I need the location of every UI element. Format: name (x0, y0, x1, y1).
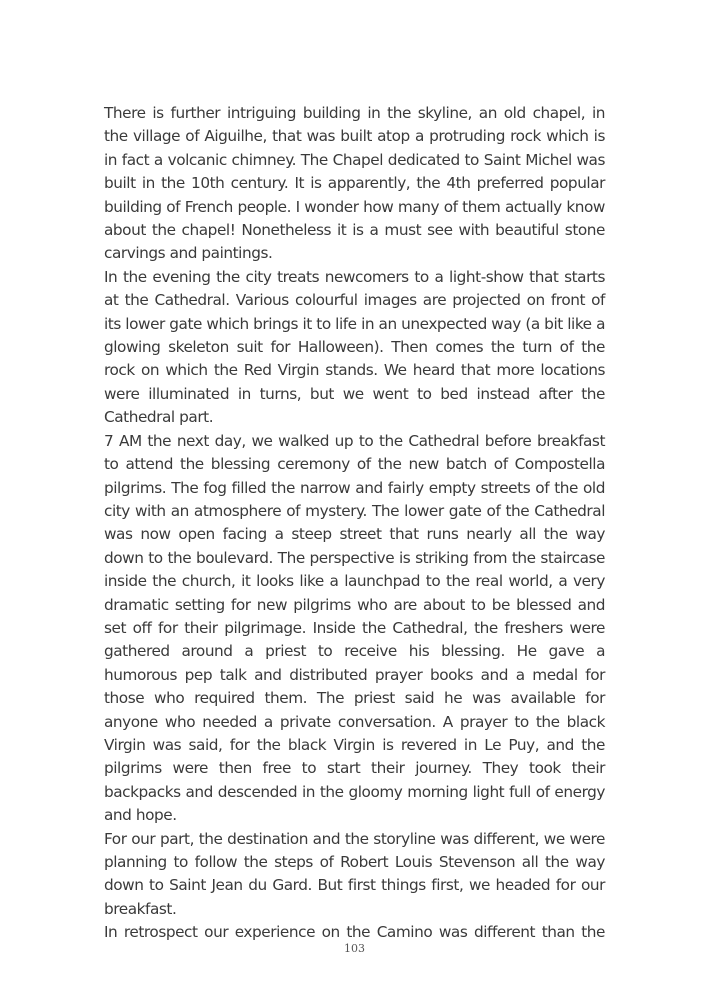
page-number: 103 (344, 942, 365, 955)
paragraph-stevenson-route: For our part, the destination and the storyline was different, we were planning to follow the steps of Robert Louis Stevenson all the way down to Saint Jean du Gard. But first things first, we headed for our breakfast. (104, 829, 605, 918)
body-text (104, 102, 605, 945)
paragraph-retrospect: In retrospect our experience on the Camino was different than the (104, 923, 605, 942)
paragraph-aiguilhe-chapel: There is further intriguing building in the skyline, an old chapel, in the village of Aiguilhe, that was built atop a protruding rock which is in fact a volcanic chimney. The Chapel dedicated to Saint Michel was built in the 10th century. It is apparently, the 4th preferred popular building of French people. I wonder how many of them actually know about the chapel! Nonetheless it is a must see with beautiful stone carvings and paintings. (104, 104, 605, 263)
paragraph-blessing-ceremony: 7 AM the next day, we walked up to the Cathedral before breakfast to attend the blessing ceremony of the new batch of Compostella pilgrims. The fog filled the narrow and fairly empty streets of the old city with an atmosphere of mystery. The lower gate of the Cathedral was now open facing a steep street that runs nearly all the way down to the boulevard. The perspective is striking from the staircase inside the church, it looks like a launchpad to the real world, a very dramatic setting for new pilgrims who are about to be blessed and set off for their pilgrimage. Inside the Cathedral, the freshers were gathered around a priest to receive his blessing. He gave a humorous pep talk and distributed prayer books and a medal for those who required them. The priest said he was available for anyone who needed a private conversation. A prayer to the black Virgin was said, for the black Virgin is revered in Le Puy, and the pilgrims were then free to start their journey. They took their backpacks and descended in the gloomy morning light full of energy and hope. (104, 431, 605, 825)
paragraph-light-show: In the evening the city treats newcomers to a light-show that starts at the Cathedral. Various colourful images are projected on front of its lower gate which brings it to life in an unexpected way (a bit like a glowing skeleton suit for Halloween). Then comes the turn of the rock on which the Red Virgin stands. We heard that more locations were illuminated in turns, but we went to bed instead after the Cathedral part. (104, 267, 605, 427)
